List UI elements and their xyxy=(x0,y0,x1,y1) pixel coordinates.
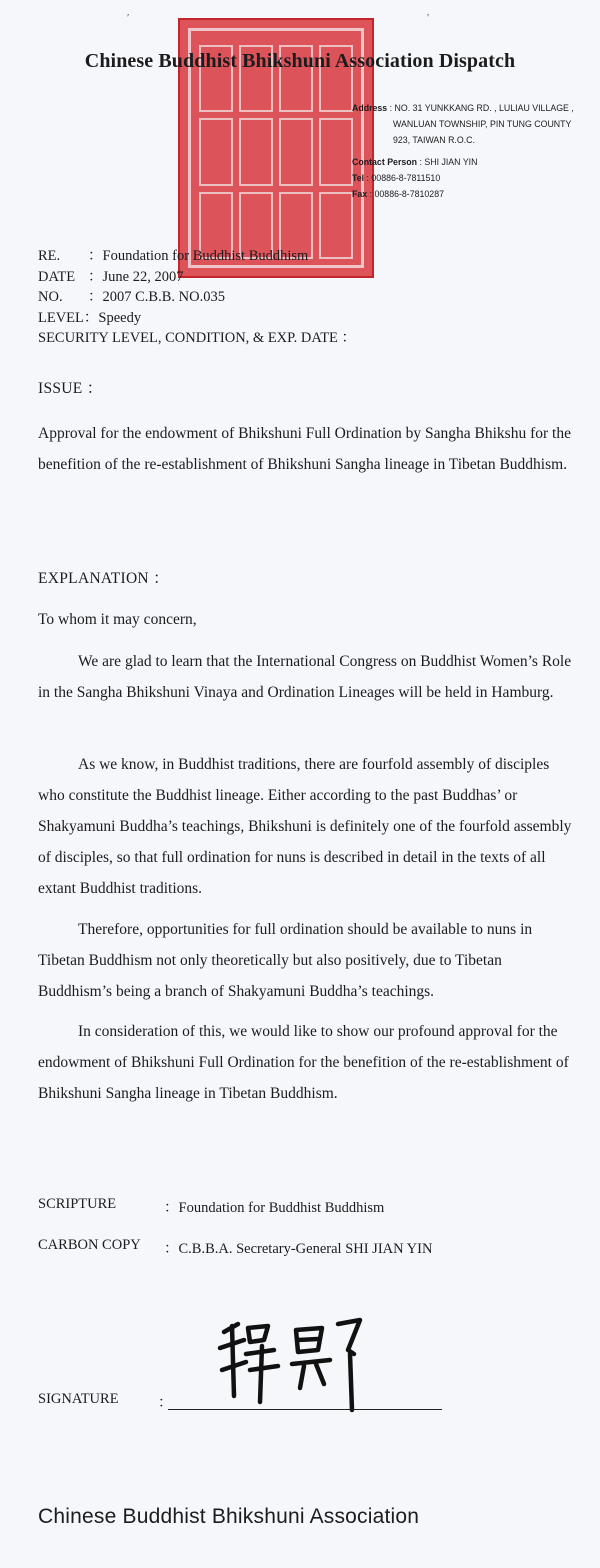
level-label: LEVEL xyxy=(38,309,84,326)
re-value: Foundation for Buddhist Buddhism xyxy=(102,248,309,264)
level-value: Speedy xyxy=(98,309,142,326)
no-value: 2007 C.B.B. NO.035 xyxy=(102,289,225,305)
signature-line xyxy=(168,1409,442,1410)
address-line: NO. 31 YUNKKANG RD. , LULIAU VILLAGE , xyxy=(394,103,574,113)
salutation: To whom it may concern, xyxy=(38,611,197,628)
fax-label: Fax xyxy=(352,189,368,199)
scripture-value: ：Foundation for Buddhist Buddhism xyxy=(164,1200,385,1216)
date-label: DATE xyxy=(38,268,76,285)
security-line: SECURITY LEVEL, CONDITION, & EXP. DATE ： xyxy=(38,330,357,346)
explanation-paragraph: We are glad to learn that the International Congress on Buddhist Women’s Role in the Sangha Bhikshuni Vinaya and Ordination Lineages will be held in Hamburg. xyxy=(38,653,572,701)
signature-colon: ： xyxy=(158,1395,173,1411)
meta-block: RE. ：Foundation for Buddhist Buddhism DATE ：June 22, 2007 NO. ：2007 C.B.B. NO.035 LEVEL：Speedy SECURITY LEVEL, CONDITION, & EXP. DATE ： xyxy=(38,246,356,349)
explanation-paragraph: As we know, in Buddhist traditions, there are fourfold assembly of disciples who constitute the Buddhist lineage. Either according to the past Buddhas’ or Shakyamuni Buddha’s teachings, Bhikshuni is definitely one of the fourfold assembly of disciples, so that full ordination for nuns is described in detail in the texts of all extant Buddhist traditions. xyxy=(38,756,572,897)
issue-heading: ISSUE ： xyxy=(38,380,103,397)
tel-label: Tel xyxy=(352,173,365,183)
carbon-copy-label: CARBON COPY xyxy=(38,1237,141,1253)
scripture-label: SCRIPTURE xyxy=(38,1196,117,1212)
organization-name: Chinese Buddhist Bhikshuni Association xyxy=(38,1505,420,1528)
address-line: WANLUAN TOWNSHIP, PIN TUNG COUNTY xyxy=(393,119,572,129)
tel-value: 00886-8-7811510 xyxy=(371,173,441,183)
carbon-copy-field xyxy=(38,1237,433,1257)
fax-value: 00886-8-7810287 xyxy=(374,189,444,199)
explanation-paragraph: In consideration of this, we would like to show our profound approval for the endowment of Bhikshuni Full Ordination for the benefition of the re-establishment of Bhikshuni Sangha lineage in Tibetan Buddhism. xyxy=(38,1023,569,1102)
signature-label: SIGNATURE xyxy=(38,1391,119,1407)
scan-mark: ʹ xyxy=(427,12,430,24)
document-title: Chinese Buddhist Bhikshuni Association Dispatch xyxy=(84,50,516,72)
explanation-paragraph: Therefore, opportunities for full ordination should be available to nuns in Tibetan Buddhism not only theoretically but also positively, due to Tibetan Buddhism’s being a branch of Shakyamuni Buddha’s teachings. xyxy=(38,921,533,1000)
date-value: June 22, 2007 xyxy=(102,268,184,285)
scripture-field xyxy=(38,1196,385,1216)
handwritten-signature xyxy=(212,1310,372,1414)
scan-mark: ʹ xyxy=(127,12,130,24)
contact-label: Contact Person xyxy=(352,157,418,167)
carbon-copy-value: ：C.B.B.A. Secretary-General SHI JIAN YIN xyxy=(164,1241,433,1257)
address-block: Address : NO. 31 YUNKKANG RD. , LULIAU VILLAGE , WANLUAN TOWNSHIP, PIN TUNG COUNTY 923, TAIWAN R.O.C. Contact Person : SHI JIAN YIN Tel : 00886-8-7811510 Fax : 00886-8-7810287 xyxy=(352,103,574,199)
address-line: 923, TAIWAN R.O.C. xyxy=(393,135,475,145)
re-label: RE. xyxy=(38,248,61,264)
issue-text: Approval for the endowment of Bhikshuni Full Ordination by Sangha Bhikshu for the benefition of the re-establishment of Bhikshuni Sangha lineage in Tibetan Buddhism. xyxy=(38,425,571,473)
seal-glyphs xyxy=(196,42,356,262)
address-label: Address xyxy=(352,103,388,113)
no-label: NO. xyxy=(38,289,63,305)
contact-value: SHI JIAN YIN xyxy=(424,157,478,167)
explanation-heading: EXPLANATION ： xyxy=(38,570,169,587)
